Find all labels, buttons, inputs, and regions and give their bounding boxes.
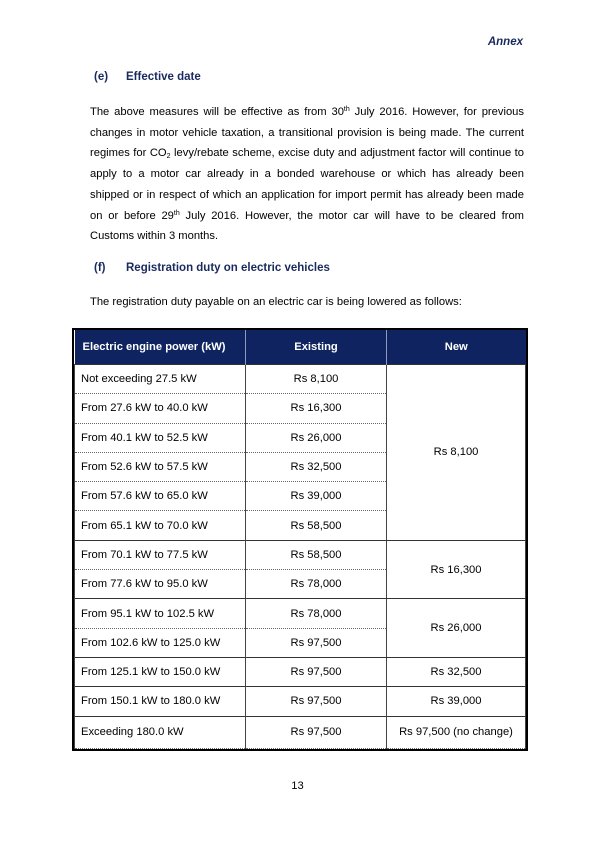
existing-cell: Rs 97,500 bbox=[246, 657, 387, 686]
new-cell: Rs 26,000 bbox=[387, 599, 526, 658]
section-f-label: (f) bbox=[94, 262, 106, 274]
subscript: 2 bbox=[166, 153, 171, 161]
page-number: 13 bbox=[291, 780, 304, 792]
table-row bbox=[75, 687, 526, 716]
superscript: th bbox=[343, 106, 350, 113]
existing-cell: Rs 78,000 bbox=[246, 570, 387, 599]
existing-cell: Rs 32,500 bbox=[246, 452, 387, 481]
paragraph-text: July 2016. However, for previous changes in motor vehicle taxation, a transitional provision is being made. The current regimes for CO bbox=[90, 106, 524, 160]
section-f-heading bbox=[94, 262, 330, 274]
annex-label: Annex bbox=[487, 36, 523, 48]
existing-cell: Rs 97,500 bbox=[246, 687, 387, 716]
power-cell: From 70.1 kW to 77.5 kW bbox=[75, 540, 246, 569]
existing-cell: Rs 58,500 bbox=[246, 511, 387, 540]
column-header-new: New bbox=[387, 330, 526, 365]
superscript: th bbox=[173, 209, 180, 217]
power-cell: From 57.6 kW to 65.0 kW bbox=[75, 482, 246, 511]
power-cell: From 95.1 kW to 102.5 kW bbox=[75, 599, 246, 628]
power-cell: From 27.6 kW to 40.0 kW bbox=[75, 394, 246, 423]
paragraph-text: levy/rebate scheme, excise duty and adjustment factor will continue to apply to a motor car already in a bonded warehouse or which has already been shipped or in respect of which an application for import permit has already been made on or before 29 bbox=[90, 147, 524, 222]
section-e-title: Effective date bbox=[126, 71, 201, 83]
power-cell: From 65.1 kW to 70.0 kW bbox=[75, 511, 246, 540]
power-cell: From 102.6 kW to 125.0 kW bbox=[75, 628, 246, 657]
table-row bbox=[75, 657, 526, 686]
power-cell: Exceeding 180.0 kW bbox=[75, 716, 246, 748]
paragraph-text: The above measures will be effective as from 30 bbox=[90, 106, 344, 118]
registration-duty-table bbox=[72, 328, 528, 751]
power-cell: From 125.1 kW to 150.0 kW bbox=[75, 657, 246, 686]
power-cell: From 40.1 kW to 52.5 kW bbox=[75, 423, 246, 452]
new-cell: Rs 8,100 bbox=[387, 365, 526, 541]
column-header-existing: Existing bbox=[246, 330, 387, 365]
power-cell: From 150.1 kW to 180.0 kW bbox=[75, 687, 246, 716]
new-cell: Rs 97,500 (no change) bbox=[387, 716, 526, 748]
paragraph-text: July 2016. However, the motor car will have to be cleared from Customs within 3 months. bbox=[90, 209, 524, 243]
table-row bbox=[75, 540, 526, 569]
section-f-intro: The registration duty payable on an electric car is being lowered as follows: bbox=[90, 296, 462, 308]
new-cell: Rs 32,500 bbox=[387, 657, 526, 686]
section-f-title: Registration duty on electric vehicles bbox=[126, 262, 330, 274]
existing-cell: Rs 58,500 bbox=[246, 540, 387, 569]
power-cell: Not exceeding 27.5 kW bbox=[75, 365, 246, 394]
column-header-power: Electric engine power (kW) bbox=[75, 330, 246, 365]
new-cell: Rs 39,000 bbox=[387, 687, 526, 716]
existing-cell: Rs 8,100 bbox=[246, 365, 387, 394]
existing-cell: Rs 78,000 bbox=[246, 599, 387, 628]
table-row bbox=[75, 365, 526, 394]
power-cell: From 77.6 kW to 95.0 kW bbox=[75, 570, 246, 599]
table-header-row bbox=[75, 330, 526, 365]
existing-cell: Rs 39,000 bbox=[246, 482, 387, 511]
existing-cell: Rs 26,000 bbox=[246, 423, 387, 452]
existing-cell: Rs 97,500 bbox=[246, 628, 387, 657]
table-row bbox=[75, 599, 526, 628]
table-row bbox=[75, 716, 526, 748]
existing-cell: Rs 16,300 bbox=[246, 394, 387, 423]
section-e-paragraph bbox=[90, 102, 524, 247]
power-cell: From 52.6 kW to 57.5 kW bbox=[75, 452, 246, 481]
new-cell: Rs 16,300 bbox=[387, 540, 526, 599]
section-e-label: (e) bbox=[94, 71, 109, 83]
section-e-heading bbox=[94, 71, 201, 83]
existing-cell: Rs 97,500 bbox=[246, 716, 387, 748]
